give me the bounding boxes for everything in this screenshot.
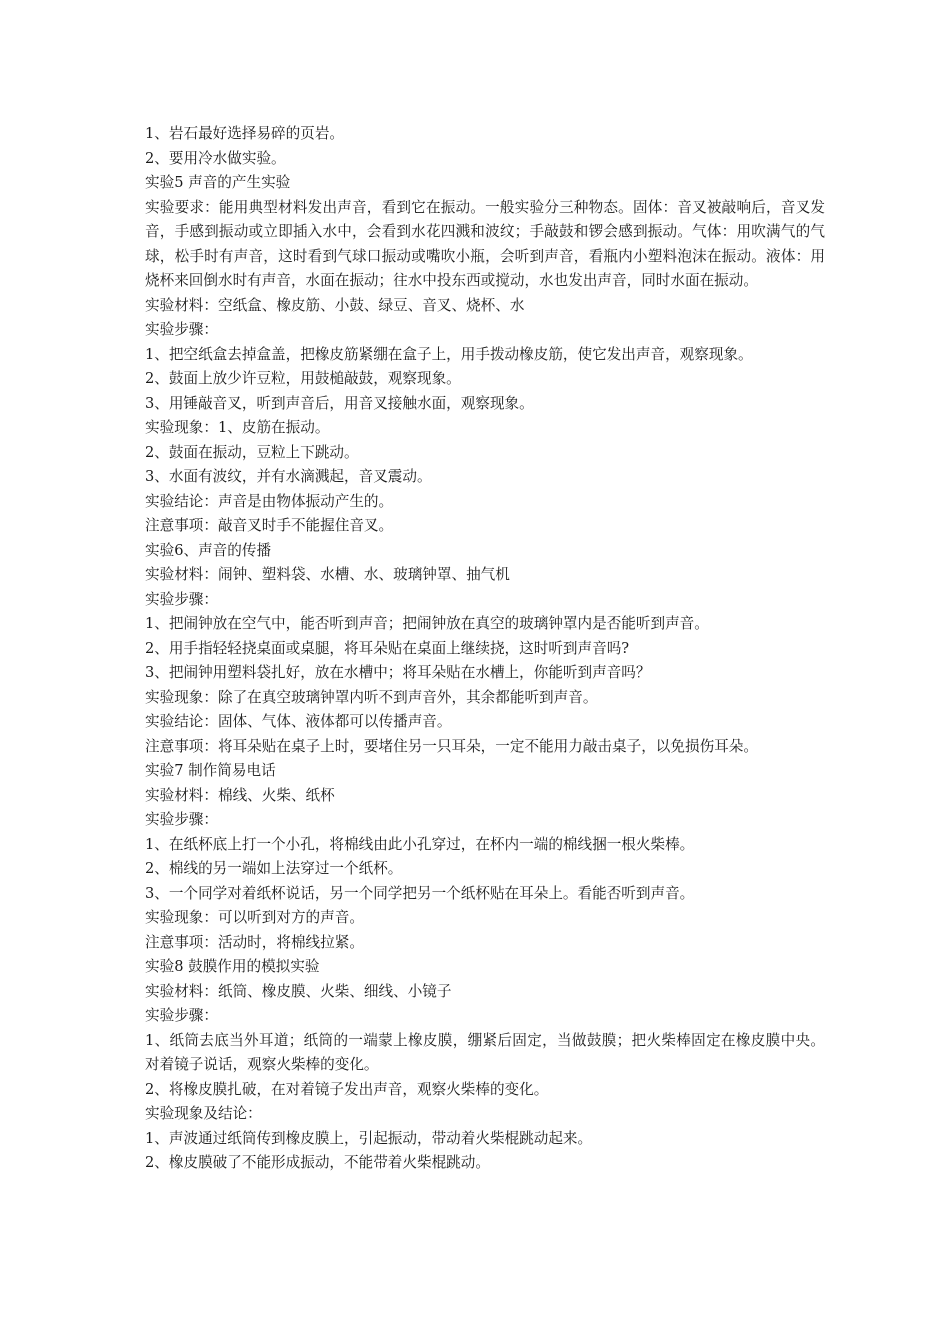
text-line: 3、把闹钟用塑料袋扎好，放在水槽中；将耳朵贴在水槽上，你能听到声音吗？ bbox=[145, 664, 651, 681]
text-line: 注意事项：将耳朵贴在桌子上时，要堵住另一只耳朵，一定不能用力敲击桌子，以免损伤耳朵。 bbox=[145, 737, 758, 755]
text-line: 2、鼓面在振动，豆粒上下跳动。 bbox=[145, 443, 359, 461]
text-line: 实验现象：1、皮筋在振动。 bbox=[145, 419, 330, 436]
text-line: 2、将橡皮膜扎破，在对着镜子发出声音，观察火柴棒的变化。 bbox=[145, 1080, 549, 1098]
text-line: 2、棉线的另一端如上法穿过一个纸杯。 bbox=[145, 860, 403, 877]
text-paragraph: 实验要求：能用典型材料发出声音，看到它在振动。一般实验分三种物态。固体：音叉被敲响后，音叉发音，手感到振动或立即插入水中，会看到水花四溅和波纹；手敲鼓和锣会感到振动。气体：用吹满气的气球，松手时有声音，这时看到气球口振动或嘴吹小瓶，会听到声音，看瓶内小塑料泡沫在振动。液体：用烧杯来回倒水时有声音，水面在振动；往水中投东西或搅动，水也发出声音，同时水面在振动。 bbox=[145, 198, 825, 289]
text-line: 实验现象：除了在真空玻璃钟罩内听不到声音外，其余都能听到声音。 bbox=[145, 688, 598, 706]
text-line: 实验材料：空纸盒、橡皮筋、小鼓、绿豆、音叉、烧杯、水 bbox=[145, 296, 525, 314]
text-line: 1、声波通过纸筒传到橡皮膜上，引起振动，带动着火柴棍跳动起来。 bbox=[145, 1129, 593, 1147]
text-line: 实验现象：可以听到对方的声音。 bbox=[145, 909, 364, 926]
text-line: 1、岩石最好选择易碎的页岩。 bbox=[145, 125, 345, 142]
text-line: 注意事项：敲音叉时手不能握住音叉。 bbox=[145, 517, 394, 534]
text-line: 1、把空纸盒去掉盒盖，把橡皮筋紧绷在盒子上，用手拨动橡皮筋，使它发出声音，观察现象。 bbox=[145, 345, 753, 363]
text-line: 实验步骤： bbox=[145, 1007, 218, 1024]
text-line: 1、在纸杯底上打一个小孔，将棉线由此小孔穿过，在杯内一端的棉线捆一根火柴棒。 bbox=[145, 835, 695, 853]
text-line: 实验材料：纸筒、橡皮膜、火柴、细线、小镜子 bbox=[145, 982, 452, 1000]
section-heading: 实验6、声音的传播 bbox=[145, 541, 272, 559]
text-line: 2、鼓面上放少许豆粒，用鼓槌敲鼓，观察现象。 bbox=[145, 370, 461, 387]
text-line: 3、一个同学对着纸杯说话，另一个同学把另一个纸杯贴在耳朵上。看能否听到声音。 bbox=[145, 884, 695, 902]
text-line: 实验结论：声音是由物体振动产生的。 bbox=[145, 492, 394, 510]
text-line: 实验步骤： bbox=[145, 590, 218, 608]
text-line: 2、橡皮膜破了不能形成振动，不能带着火柴棍跳动。 bbox=[145, 1154, 490, 1171]
text-line: 实验材料：棉线、火柴、纸杯 bbox=[145, 786, 335, 804]
text-line: 3、用锤敲音叉，听到声音后，用音叉接触水面，观察现象。 bbox=[145, 394, 534, 412]
text-line: 实验步骤： bbox=[145, 321, 218, 338]
text-line: 注意事项：活动时，将棉线拉紧。 bbox=[145, 933, 364, 951]
text-line: 2、用手指轻轻挠桌面或桌腿，将耳朵贴在桌面上继续挠，这时听到声音吗? bbox=[145, 639, 630, 657]
text-paragraph: 1、纸筒去底当外耳道；纸筒的一端蒙上橡皮膜，绷紧后固定，当做鼓膜；把火柴棒固定在橡皮膜中央。对着镜子说话，观察火柴棒的变化。 bbox=[145, 1031, 825, 1073]
section-heading: 实验8 鼓膜作用的模拟实验 bbox=[145, 958, 320, 975]
section-heading: 实验5 声音的产生实验 bbox=[145, 174, 291, 191]
text-line: 实验步骤： bbox=[145, 811, 218, 828]
document-page bbox=[145, 122, 825, 1176]
text-line: 实验现象及结论： bbox=[145, 1105, 262, 1122]
section-heading: 实验7 制作简易电话 bbox=[145, 762, 276, 779]
text-line: 1、把闹钟放在空气中，能否听到声音；把闹钟放在真空的玻璃钟罩内是否能听到声音。 bbox=[145, 615, 709, 632]
text-line: 2、要用冷水做实验。 bbox=[145, 149, 286, 167]
text-line: 实验结论：固体、气体、液体都可以传播声音。 bbox=[145, 713, 452, 730]
text-line: 实验材料：闹钟、塑料袋、水槽、水、玻璃钟罩、抽气机 bbox=[145, 566, 510, 583]
text-line: 3、水面有波纹，并有水滴溅起，音叉震动。 bbox=[145, 468, 432, 485]
